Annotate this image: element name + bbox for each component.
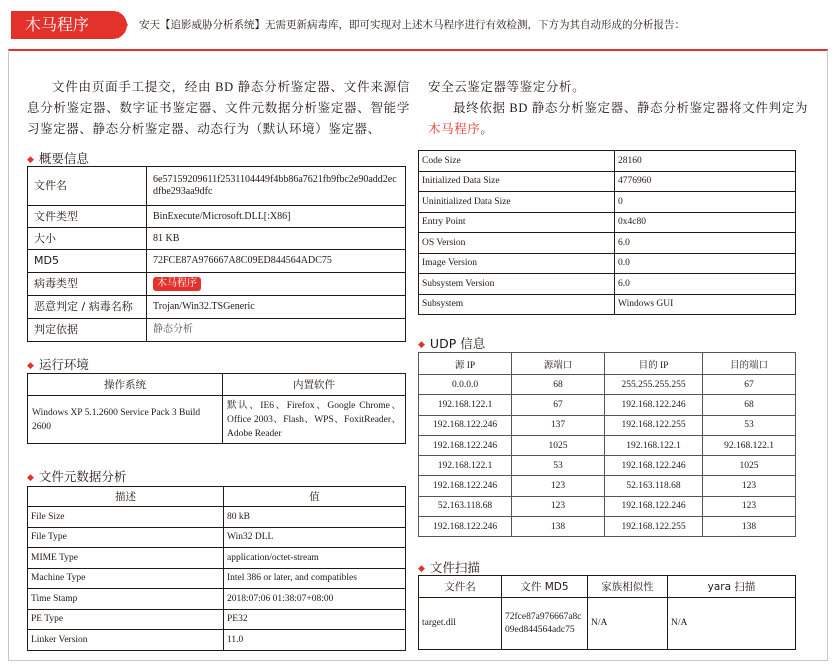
pe-cell: OS Version: [419, 233, 615, 254]
intro-text-1: 文件由页面手工提交，经由 BD 静态分析鉴定器、文件来源信息分析鉴定器、数字证书鉴定器、文件元数据分析鉴定器、智能学习鉴定器、静态分析鉴定器、动态行为（默认环境）鉴定器、: [27, 80, 410, 136]
pe-cell: Windows GUI: [615, 294, 796, 315]
meta-header-value: 值: [224, 487, 406, 507]
diamond-icon: ◆: [27, 155, 34, 165]
env-os: Windows XP 5.1.2600 Service Pack 3 Build 2600: [28, 396, 223, 444]
table-row: [419, 253, 796, 274]
udp-cell: 123: [512, 476, 605, 496]
table-row: [28, 507, 406, 528]
udp-cell: 123: [703, 476, 796, 496]
metadata-table: [27, 486, 406, 651]
scan-header-yara: yara 扫描: [668, 576, 796, 598]
table-row: [419, 496, 796, 516]
intro-verdict: 木马程序: [428, 122, 481, 136]
table-row: [419, 435, 796, 455]
env-heading: [27, 355, 89, 373]
pe-cell: 4776960: [615, 171, 796, 192]
udp-cell: 192.168.122.255: [605, 517, 703, 537]
overview-title: 概要信息: [38, 151, 89, 166]
tag-arrow: [118, 11, 128, 39]
pe-cell: 28160: [615, 151, 796, 172]
meta-title: 文件元数据分析: [38, 469, 127, 484]
udp-cell: 1025: [703, 456, 796, 476]
table-row: [28, 273, 406, 296]
scan-header-file: 文件名: [419, 576, 502, 598]
meta-cell: Linker Version: [28, 630, 224, 651]
scan-yara: N/A: [668, 598, 796, 650]
udp-cell: 67: [703, 375, 796, 395]
overview-value: 72FCE87A976667A8C09ED844564ADC75: [147, 250, 406, 273]
meta-cell: 80 kB: [224, 507, 406, 528]
scan-title: 文件扫描: [429, 560, 480, 575]
intro-text-2: 安全云鉴定器等鉴定分析。: [428, 80, 586, 94]
diamond-icon: ◆: [418, 564, 425, 574]
overview-table: [27, 166, 406, 342]
overview-key: 判定依据: [28, 319, 147, 342]
udp-header-src-ip: 源 IP: [419, 353, 512, 375]
pe-cell: 0: [615, 192, 796, 213]
meta-cell: Time Stamp: [28, 589, 224, 610]
table-row: [419, 517, 796, 537]
udp-cell: 192.168.122.246: [419, 476, 512, 496]
udp-rows: [419, 375, 796, 537]
udp-cell: 192.168.122.246: [605, 456, 703, 476]
meta-heading: [27, 467, 126, 485]
overview-value: BinExecute/Microsoft.DLL[:X86]: [147, 206, 406, 228]
udp-table: [418, 352, 796, 537]
udp-cell: 92.168.122.1: [703, 435, 796, 455]
pe-cell: 0.0: [615, 253, 796, 274]
table-header-row: [419, 576, 796, 598]
pe-cell: Initialized Data Size: [419, 171, 615, 192]
udp-header-dst-port: 目的端口: [703, 353, 796, 375]
udp-cell: 0.0.0.0: [419, 375, 512, 395]
pe-cell: Code Size: [419, 151, 615, 172]
intro-end: 。: [480, 122, 494, 136]
table-row: [28, 206, 406, 228]
table-row: [419, 395, 796, 415]
udp-cell: 123: [703, 496, 796, 516]
pe-cell: Subsystem Version: [419, 274, 615, 295]
diamond-icon: ◆: [27, 361, 34, 371]
udp-cell: 53: [512, 456, 605, 476]
pe-cell: Entry Point: [419, 212, 615, 233]
udp-cell: 138: [512, 517, 605, 537]
intro-verdict-line: [428, 98, 808, 140]
scan-table: [418, 575, 796, 650]
overview-value: 静态分析: [147, 319, 406, 342]
env-title: 运行环境: [38, 357, 89, 372]
table-row: [28, 228, 406, 250]
overview-value: 81 KB: [147, 228, 406, 250]
meta-cell: PE Type: [28, 609, 224, 630]
scan-heading: [418, 558, 480, 576]
overview-heading: [27, 149, 89, 167]
env-software: 默认、IE6、Firefox、Google Chrome、Office 2003、Flash、WPS、FoxitReader、Adobe Reader: [223, 396, 406, 444]
meta-cell: Win32 DLL: [224, 527, 406, 548]
pe-cell: Uninitialized Data Size: [419, 192, 615, 213]
table-row: [419, 192, 796, 213]
table-row: [419, 151, 796, 172]
udp-cell: 192.168.122.246: [419, 517, 512, 537]
table-row: [28, 589, 406, 610]
overview-key: 恶意判定 / 病毒名称: [28, 296, 147, 319]
intro-text-3: 最终依据 BD 静态分析鉴定器、静态分析鉴定器将文件判定为: [453, 101, 808, 115]
table-row: [419, 212, 796, 233]
table-row: [28, 396, 406, 444]
table-row: [419, 456, 796, 476]
udp-cell: 67: [512, 395, 605, 415]
meta-cell: File Size: [28, 507, 224, 528]
pe-rows: [419, 151, 796, 315]
meta-cell: Intel 386 or later, and compatibles: [224, 568, 406, 589]
meta-cell: MIME Type: [28, 548, 224, 569]
udp-cell: 52.163.118.68: [605, 476, 703, 496]
table-row: [419, 476, 796, 496]
table-header-row: [28, 487, 406, 507]
table-row: [419, 415, 796, 435]
metadata-rows: [28, 507, 406, 651]
table-row: [419, 375, 796, 395]
table-row: [28, 527, 406, 548]
meta-cell: 2018:07:06 01:38:07+08:00: [224, 589, 406, 610]
udp-cell: 68: [512, 375, 605, 395]
intro-paragraph-right: [428, 77, 808, 140]
meta-cell: Machine Type: [28, 568, 224, 589]
table-row: [28, 167, 406, 206]
intro-paragraph-left: [27, 77, 410, 140]
scan-md5: 72fce87a976667a8c09ed844564adc75: [502, 598, 588, 650]
pe-cell: 6.0: [615, 274, 796, 295]
udp-cell: 192.168.122.246: [605, 496, 703, 516]
pe-cell: 0x4c80: [615, 212, 796, 233]
udp-cell: 53: [703, 415, 796, 435]
udp-cell: 68: [703, 395, 796, 415]
table-header-row: [419, 353, 796, 375]
overview-key: 文件类型: [28, 206, 147, 228]
overview-value: Trojan/Win32.TSGeneric: [147, 296, 406, 319]
meta-cell: 11.0: [224, 630, 406, 651]
table-row: [419, 274, 796, 295]
udp-cell: 138: [703, 517, 796, 537]
udp-title: UDP 信息: [429, 336, 486, 351]
udp-cell: 192.168.122.1: [419, 395, 512, 415]
udp-cell: 192.168.122.1: [605, 435, 703, 455]
udp-cell: 52.163.118.68: [419, 496, 512, 516]
udp-cell: 1025: [512, 435, 605, 455]
virus-type-badge: 木马程序: [153, 277, 201, 291]
scan-file: target.dll: [419, 598, 502, 650]
pe-cell: Image Version: [419, 253, 615, 274]
table-header-row: [28, 374, 406, 396]
scan-header-family: 家族相似性: [588, 576, 668, 598]
table-row: [28, 296, 406, 319]
table-row: [419, 233, 796, 254]
meta-cell: File Type: [28, 527, 224, 548]
table-row: [28, 250, 406, 273]
udp-cell: 192.168.122.246: [419, 415, 512, 435]
udp-heading: [418, 334, 485, 352]
udp-cell: 192.168.122.246: [605, 395, 703, 415]
env-table: [27, 373, 406, 444]
pe-info-table: [418, 150, 796, 315]
meta-header-desc: 描述: [28, 487, 224, 507]
table-row: [419, 294, 796, 315]
udp-cell: 192.168.122.246: [419, 435, 512, 455]
env-header-software: 内置软件: [223, 374, 406, 396]
scan-family: N/A: [588, 598, 668, 650]
meta-cell: PE32: [224, 609, 406, 630]
overview-key: MD5: [28, 250, 147, 273]
udp-cell: 255.255.255.255: [605, 375, 703, 395]
table-row: [419, 171, 796, 192]
overview-key: 文件名: [28, 167, 147, 206]
udp-header-src-port: 源端口: [512, 353, 605, 375]
udp-cell: 192.168.122.255: [605, 415, 703, 435]
udp-cell: 123: [512, 496, 605, 516]
diamond-icon: ◆: [27, 473, 34, 483]
env-header-os: 操作系统: [28, 374, 223, 396]
pe-cell: Subsystem: [419, 294, 615, 315]
table-row: [419, 598, 796, 650]
overview-key: 病毒类型: [28, 273, 147, 296]
meta-cell: application/octet-stream: [224, 548, 406, 569]
table-row: [28, 568, 406, 589]
udp-header-dst-ip: 目的 IP: [605, 353, 703, 375]
table-row: [28, 630, 406, 651]
pe-cell: 6.0: [615, 233, 796, 254]
scan-header-md5: 文件 MD5: [502, 576, 588, 598]
trojan-tag: 木马程序: [11, 11, 127, 39]
overview-value: [147, 273, 406, 296]
overview-key: 大小: [28, 228, 147, 250]
overview-value: 6e57159209611f2531104449f4bb86a7621fb9fbc2e90add2ecdfbe293aa9dfc: [147, 167, 406, 206]
table-row: [28, 548, 406, 569]
udp-cell: 192.168.122.1: [419, 456, 512, 476]
header-description: 安天【追影威胁分析系统】无需更新病毒库，即可实现对上述木马程序进行有效检测，下方为其自动形成的分析报告：: [139, 19, 685, 31]
diamond-icon: ◆: [418, 340, 425, 350]
udp-cell: 137: [512, 415, 605, 435]
table-row: [28, 319, 406, 342]
header: [0, 0, 836, 52]
table-row: [28, 609, 406, 630]
